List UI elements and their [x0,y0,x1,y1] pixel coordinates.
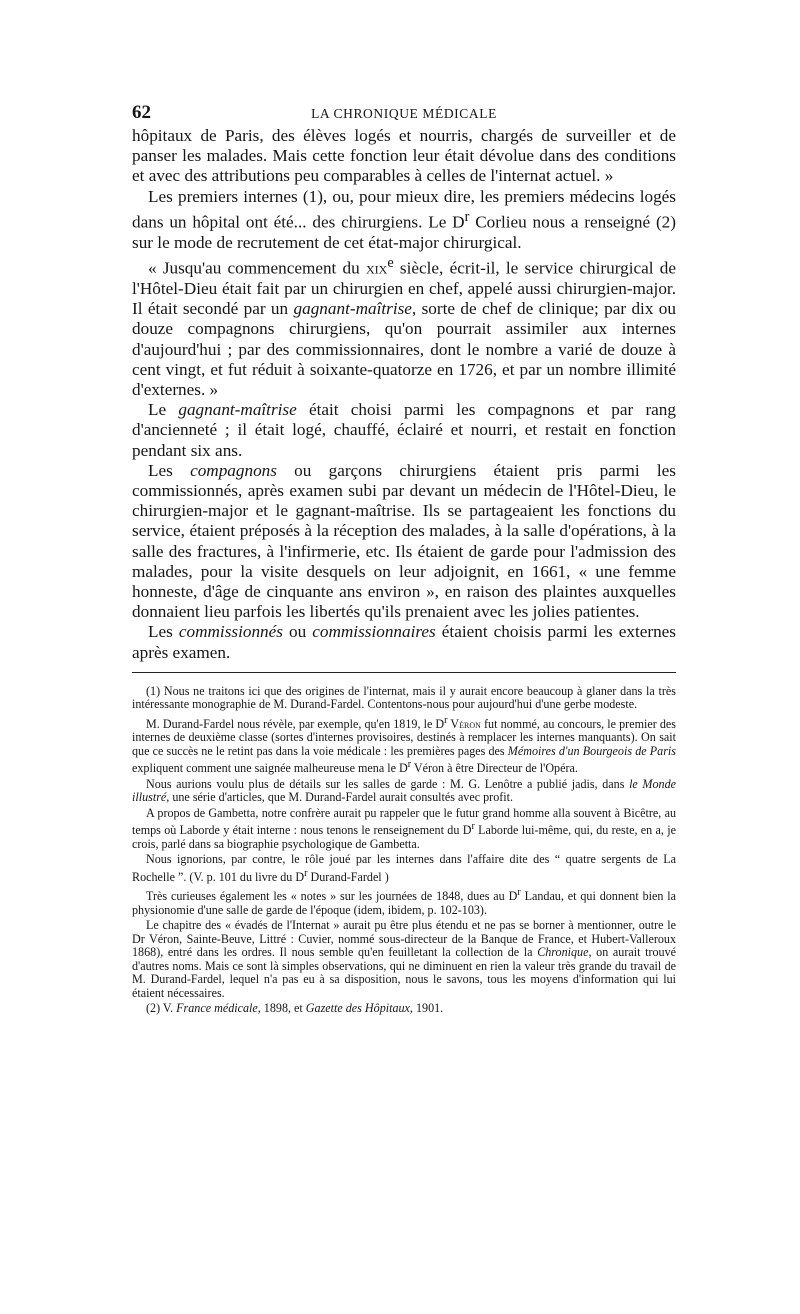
running-title: LA CHRONIQUE MÉDICALE [311,106,497,121]
text-run: Nous aurions voulu plus de détails sur les salles de garde : M. G. Lenôtre a publié jadis, dans [146,776,630,791]
footnote-evades [132,919,676,1000]
superscript: r [517,887,521,899]
superscript: r [407,759,412,771]
superscript: r [464,208,470,225]
paragraph-2 [132,187,676,253]
paragraph-5 [132,461,676,623]
text-run: Les [148,460,191,480]
text-run: ou [282,622,313,642]
main-text [132,126,676,663]
paragraph-1: hôpitaux de Paris, des élèves logés et nourris, chargés de surveiller et de panser les malades. Mais cette fonction leur était dévolue dans des conditions et avec des attributions peu comparables à celles de l'internat actuel. » [132,126,676,186]
book-page [132,102,676,1018]
paragraph-6 [132,622,676,662]
footnote-veron [132,714,676,776]
footnote-gambetta [132,807,676,852]
text-run: Landau, et qui donnent bien la physionomie d'une salle de garde de l'époque (idem, ibidem, p. 102-103). [132,889,676,917]
text-run: , 1898, et [257,1001,306,1016]
text-run: étaient choisis parmi les externes après examen. [132,622,676,662]
text-run: Véron à être Directeur de l'Opéra. [411,761,578,776]
italic-title: France médicale [176,1001,258,1016]
text-run: (2) V. [146,1001,177,1016]
text-run: Corlieu nous a renseigné (2) sur le mode de recrutement de cet état-major chirurgical. [132,212,676,252]
paragraph-3 [132,253,676,400]
italic-title: Gazette des Hôpitaux [305,1001,410,1016]
italic-term: compagnons [190,460,277,480]
italic-term: commissionnaires [312,622,436,642]
italic-term: commissionnés [178,622,283,642]
century-numeral: xix [365,258,388,278]
superscript: e [387,254,394,271]
superscript: r [471,821,475,833]
text-run: siècle, écrit-il, le service chirurgical de l'Hôtel-Dieu était fait par un chirurgien en chef, appelé aussi chirurgien-major. Il était secondé par un [132,258,676,319]
text-run: Les premiers internes (1), ou, pour mieux dire, les premiers médecins logés dans un hôpital ont été... des chirurgiens. Le D [132,186,676,232]
text-run: Laborde lui-même, qui, du reste, en a, je crois, parlé dans sa biographie psychologique de Gambetta. [132,823,676,851]
italic-title: le Monde illustré [132,776,676,805]
text-run: était choisi parmi les compagnons et par rang d'ancienneté ; il était logé, chauffé, éclairé et nourri, et restait en fonction pendant six ans. [132,400,676,460]
superscript: r [444,714,448,726]
footnote-1: (1) Nous ne traitons ici que des origines de l'internat, mais il y aurait encore beaucoup à glaner dans la très intéressante monographie de M. Durand-Fardel. Contentons-nous pour aujourd'hui d'une gerbe modeste. [132,683,676,712]
footnote-sergents [132,853,676,884]
text-run: Le [148,400,179,420]
footnote-2 [132,1002,676,1016]
paragraph-4 [132,400,676,461]
text-run: , on aurait trouvé d'autres noms. Mais ce sont là simples observations, qui ne diminuent en rien la valeur très grande du travail de M. Durand-Fardel, lequel n'a pas eu à sa disposition, nous le savons, tous les moyens d'information qui lui étaient nécessaires. [132,945,676,1000]
text-run: expliquent comment une saignée malheureuse mena le D [132,761,408,776]
text-run: Nous ignorions, par contre, le rôle joué par les internes dans l'affaire dite des “ quatre sergents de La Rochelle ”. (V. p. 101 du livre du D [132,852,676,884]
text-run: « Jusqu'au commencement du [148,258,366,278]
superscript: r [304,867,308,879]
italic-title: Mémoires d'un Bourgeois de Paris [507,743,676,758]
text-run: , une série d'articles, que M. Durand-Fardel aurait consultés avec profit. [166,790,514,805]
text-run: ou garçons chirurgiens étaient pris parmi les commissionnés, après examen subi par devant un médecin de l'Hôtel-Dieu, le chirurgien-major et le gagnant-maîtrise. Ils se partageaient les fonctions du service, étaient préposés à la réception des malades, à la salle d'opérations, à la salle des fractures, à l'infirmerie, etc. Ils étaient de garde pour l'admission des malades, pour la visite desquels on leur adjoignit, en 1661, « une femme honneste, d'âge de cinquante ans environ », en raison des plaintes auxquelles donnaient lieu parfois les libertés qu'ils prenaient avec les jolies patientes. [132,460,676,622]
text-run: , 1901. [409,1001,444,1016]
footnotes [132,685,676,1016]
text-run: Le chapitre des « évadés de l'Internat » aurait pu être plus étendu et ne pas se borner à mentionner, outre le Dr Véron, Sainte-Beuve, Littré : Cuvier, nommé sous-directeur de la Banque de France, et Hubert-Valleroux 1868), entré dans les ordres. Il nous semble qu'en feuilletant la collection de la [132,918,676,960]
footnote-lenotre [132,778,676,805]
footnote-divider [132,672,676,673]
text-run: M. Durand-Fardel nous révèle, par exemple, qu'en 1819, le D [146,716,445,731]
italic-title: Chronique [537,945,589,960]
page-header [132,102,676,126]
text-run: Très curieuses également les « notes » sur les journées de 1848, dues au D [146,889,518,904]
italic-term: gagnant-maîtrise [178,400,297,420]
text-run: Les [148,622,179,642]
text-run: , sorte de chef de clinique; par dix ou douze compagnons chirurgiens, qu'on pourrait assimiler aux internes d'aujourd'hui ; par des commissionnaires, dont le nombre a varié de douze à cent vingt, et fut réduit à soixante-quatorze en 1726, et par un nombre illimité d'externes. » [132,299,676,399]
text-run: Durand-Fardel ) [307,869,389,884]
page-number: 62 [132,102,151,123]
small-caps-name: Véron [447,716,481,731]
text-run: A propos de Gambetta, notre confrère aurait pu rappeler que le futur grand homme alla souvent à Bicêtre, au temps où Laborde y était interne : nous tenons le renseignement du D [132,805,676,838]
italic-term: gagnant-maîtrise [293,299,412,319]
footnote-1848 [132,886,676,917]
text-run: fut nommé, au concours, le premier des internes de deuxième classe (sortes d'internes provisoires, destinés à remplacer les internes manquants). On sait que ce succès ne le retint pas dans la voie médicale : les premières pages des [132,716,676,758]
